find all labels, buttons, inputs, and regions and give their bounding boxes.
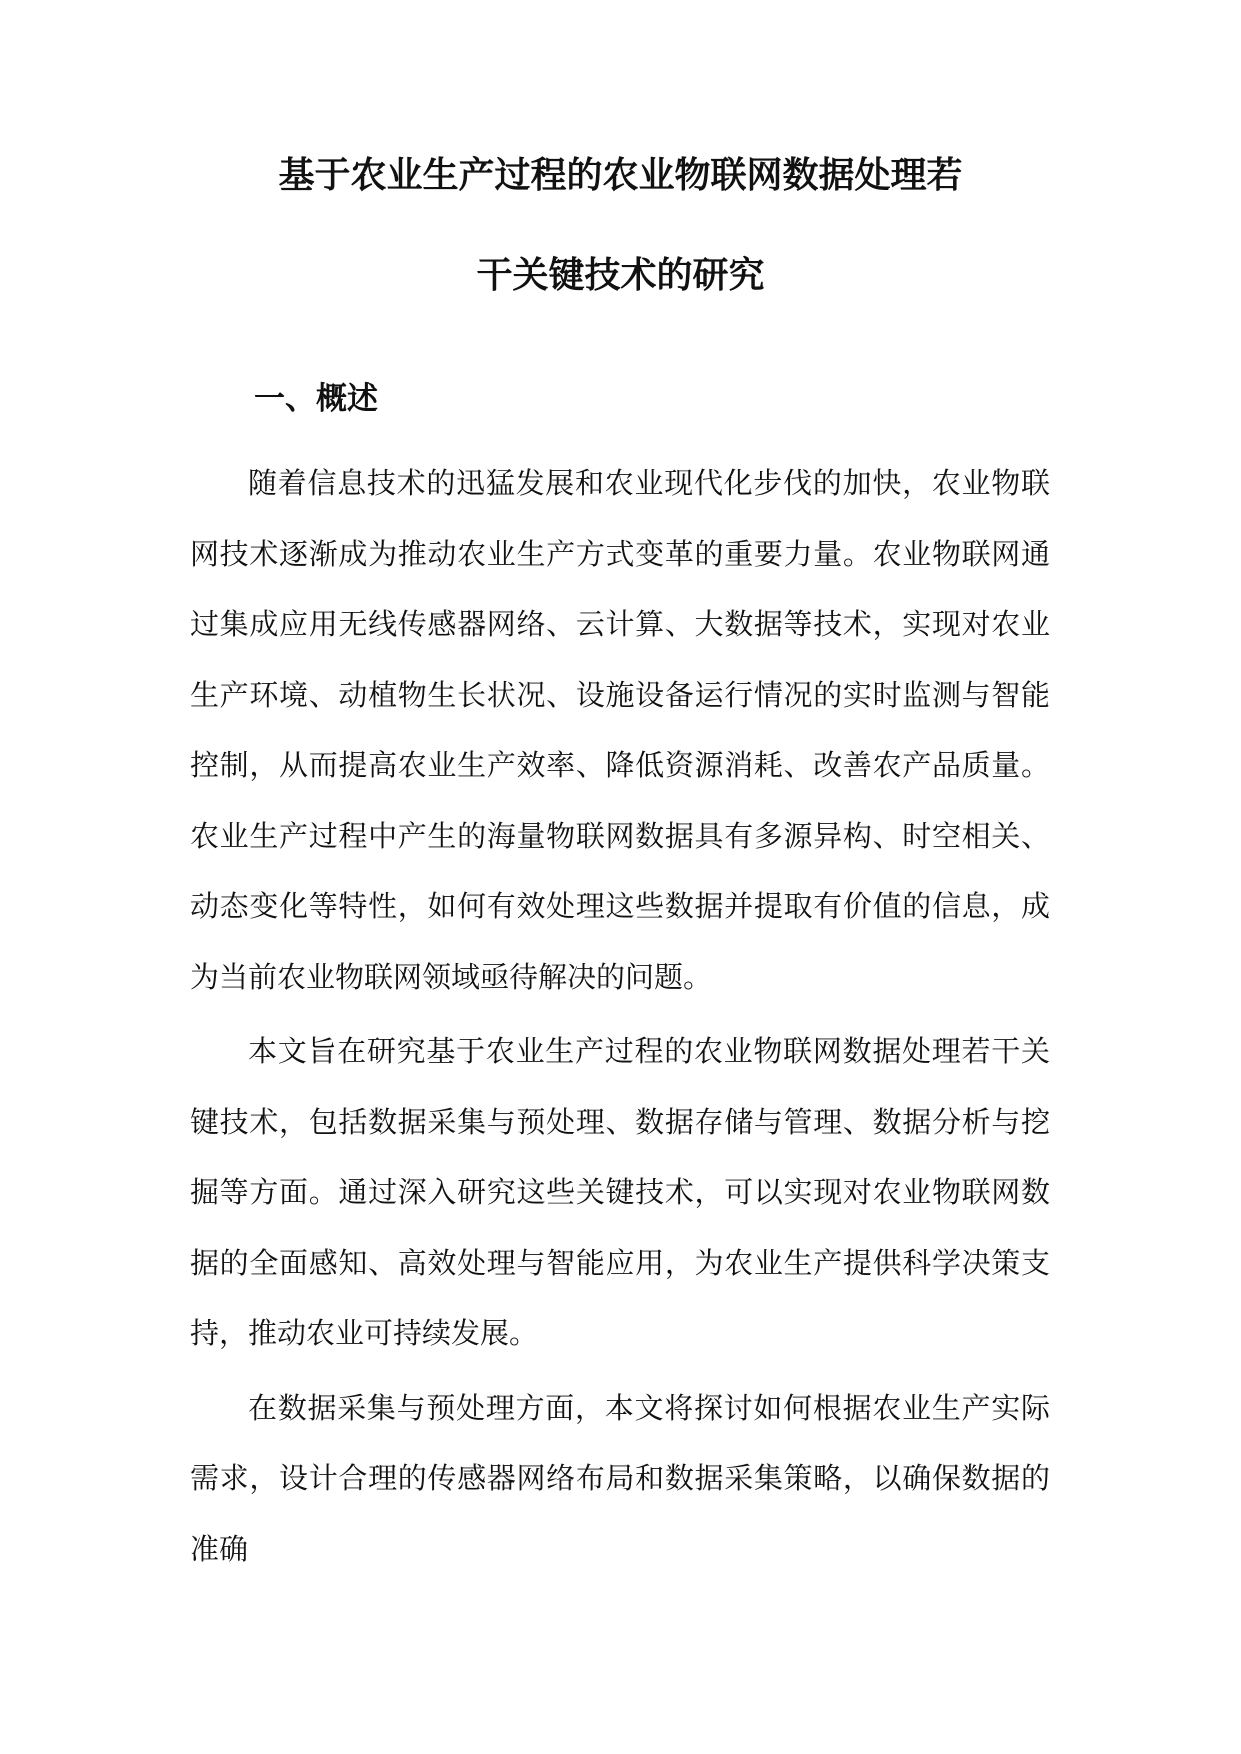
section-heading: 一、概述 <box>254 381 378 417</box>
document-title-line-1: 基于农业生产过程的农业物联网数据处理若 <box>278 155 963 196</box>
paragraph: 本文旨在研究基于农业生产过程的农业物联网数据处理若干关键技术，包括数据采集与预处理、数据存储与管理、数据分析与挖掘等方面。通过深入研究这些关键技术，可以实现对农业物联网数据的全面感知、高效处理与智能应用，为农业生产提供科学决策支持，推动农业可持续发展。 <box>190 1034 1050 1350</box>
body-text <box>190 448 1050 1588</box>
paragraph: 随着信息技术的迅猛发展和农业现代化步伐的加快，农业物联网技术逐渐成为推动农业生产方式变革的重要力量。农业物联网通过集成应用无线传感器网络、云计算、大数据等技术，实现对农业生产环境、动植物生长状况、设施设备运行情况的实时监测与智能控制，从而提高农业生产效率、降低资源消耗、改善农产品质量。农业生产过程中产生的海量物联网数据具有多源异构、时空相关、动态变化等特性，如何有效处理这些数据并提取有价值的信息，成为当前农业物联网领域亟待解决的问题。 <box>190 466 1050 994</box>
paragraph: 在数据采集与预处理方面，本文将探讨如何根据农业生产实际需求，设计合理的传感器网络布局和数据采集策略，以确保数据的准确 <box>190 1390 1050 1566</box>
document-title-line-2: 干关键技术的研究 <box>476 255 765 296</box>
